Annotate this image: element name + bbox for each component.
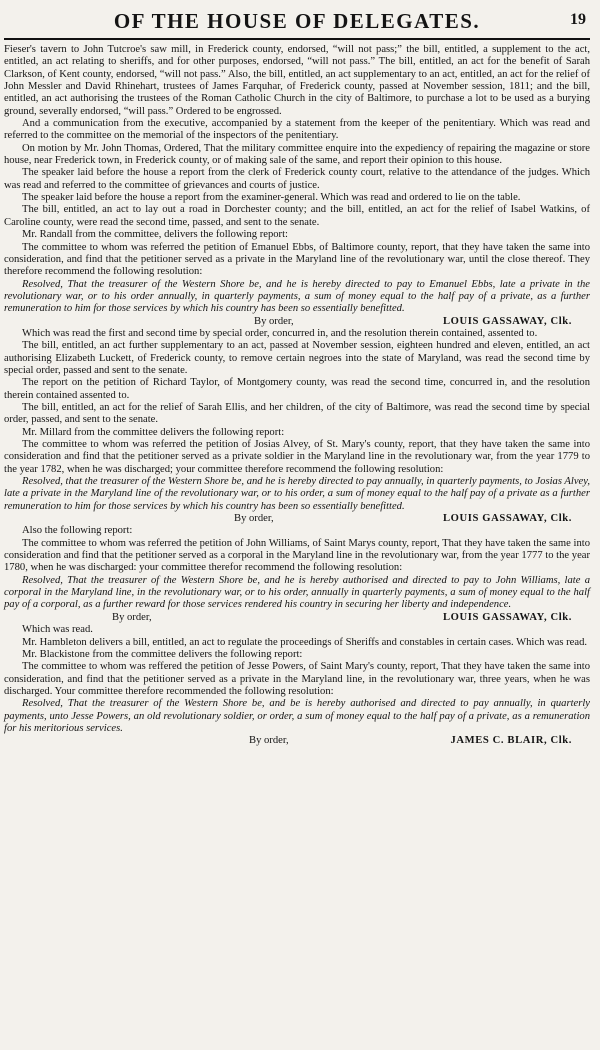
paragraph: Mr. Randall from the committee, delivers the following report: bbox=[22, 229, 288, 241]
paragraph: The speaker laid before the house a report from the examiner-general. Which was read and ordered to lie on the table. bbox=[22, 192, 521, 204]
signature-line bbox=[4, 513, 590, 525]
by-order-text: By order, bbox=[112, 611, 152, 623]
page-header bbox=[4, 6, 590, 40]
paragraph: The bill, entitled, an act further supplementary to an act, passed at November session, eighteen hundred and eleven, entitled, an act authorising Elizabeth Luckett, of Frederick county, to remove certain negroes into the state of Maryland, was read the second time by special order, passed and sent to the senate. bbox=[4, 340, 590, 376]
clerk-name: JAMES C. BLAIR, Clk. bbox=[450, 735, 572, 747]
document-body bbox=[4, 44, 590, 748]
resolution-paragraph: Resolved, That the treasurer of the Western Shore be, and be is hereby authorised and directed to pay annually, in quarterly payments, unto Jesse Powers, an old revolutionary soldier, or order, a sum of money equal to the half pay of a private, as a remuneration for his meritorious services. bbox=[4, 698, 590, 734]
paragraph: The committee to whom was referred the petition of Emanuel Ebbs, of Baltimore county, report, that they have taken the same into consideration, and find that the petitioner served as a private in the Maryland line of the revolutionary war, until the close thereof. They therefore recommend the following resolution: bbox=[4, 241, 590, 278]
paragraph: The committee to whom was referred the petition of John Williams, of Saint Marys county, report, That they have taken the same into consideration and find that the petitioner served as a corporal in the Maryland line in the revolutionary war, from the year 1777 to the year 1780, when he was discharged: your committee therefor recommend the following resolution: bbox=[4, 537, 590, 574]
signature-line bbox=[4, 316, 590, 328]
resolution-paragraph: Resolved, That the treasurer of the Western Shore be, and he is hereby authorised and directed to pay to John Williams, late a corporal in the Maryland line, in the revolutionary war, or to his order, annually in quarterly payments, a sum of money equal to the half pay of a corporal, as a further reward for those services rendered his country in securing her liberty and independence. bbox=[4, 574, 590, 611]
paragraph: The bill, entitled, an act for the relief of Sarah Ellis, and her children, of the city of Baltimore, was read the second time by special order, passed, and sent to the senate. bbox=[4, 401, 590, 426]
paragraph: Which was read the first and second time by special order, concurred in, and the resolution therein contained, assented to. bbox=[22, 327, 538, 339]
by-order-text: By order, bbox=[254, 315, 294, 327]
paragraph: The speaker laid before the house a report from the clerk of Frederick county court, relative to the attendance of the judges. Which was read and referred to the committee of grievances and courts of justice. bbox=[4, 167, 590, 191]
clerk-name: LOUIS GASSAWAY, Clk. bbox=[443, 315, 572, 327]
signature-line bbox=[4, 612, 590, 624]
resolution-paragraph: Resolved, That the treasurer of the Western Shore be, and he is hereby directed to pay to Emanuel Ebbs, late a private in the revolutionary war, or to his order annually, in quarterly payments, a sum of money equal to the half pay of a private, as a further remuneration to him for those services by which his country has been so essentially benefitted. bbox=[4, 278, 590, 315]
resolution-paragraph: Resolved, that the treasurer of the Western Shore be, and he is hereby directed to pay annually, in quarterly payments, to Josias Alvey, late a private in the Maryland line of the revolutionary war, or to his order, a sum of money equal to the half pay of a private as a further remuneration to him for those services by which his country has been so essentially benefitted. bbox=[4, 476, 590, 512]
page-number: 19 bbox=[570, 11, 586, 28]
paragraph: On motion by Mr. John Thomas, Ordered, That the military committee enquire into the expediency of repairing the magazine or store house, near Frederick town, in Frederick county, or of making sale of the same, and report their opinion to this house. bbox=[4, 142, 590, 167]
paragraph: The committee to whom was referred the petition of Josias Alvey, of St. Mary's county, report, that they have taken the same into consideration and find that the petitioner served as a private soldier in the Maryland line in the revolutionary war, from the year 1779 to the year 1782, when he was discharged; your committee therefore recommend the following resolution: bbox=[4, 439, 590, 475]
clerk-name: LOUIS GASSAWAY, Clk. bbox=[443, 611, 572, 623]
signature-line bbox=[4, 735, 590, 747]
paragraph: Also the following report: bbox=[22, 525, 133, 537]
paragraph: And a communication from the executive, accompanied by a statement from the keeper of the penitentiary. Which was read and referred to the committee on the memorial of the inspectors of the penitentiary. bbox=[4, 118, 590, 142]
by-order-text: By order, bbox=[234, 513, 274, 525]
by-order-text: By order, bbox=[249, 735, 289, 747]
paragraph: The report on the petition of Richard Taylor, of Montgomery county, was read the second time, concurred in, and the resolution therein contained assented to. bbox=[4, 377, 590, 401]
paragraph: Mr. Blackistone from the committee delivers the following report: bbox=[22, 648, 303, 660]
paragraph: Which was read. bbox=[22, 624, 93, 636]
page-title: OF THE HOUSE OF DELEGATES. bbox=[113, 9, 481, 33]
paragraph: Mr. Millard from the committee delivers the following report: bbox=[22, 426, 285, 438]
paragraph: The bill, entitled, an act to lay out a road in Dorchester county; and the bill, entitled, an act for the relief of Isabel Watkins, of Caroline county, were read the second time, passed, and sent to the senate. bbox=[4, 204, 590, 228]
paragraph: The committee to whom was reffered the petition of Jesse Powers, of Saint Mary's county, report, That they have taken the same into consideration, and find that the petitioner served as a private in the Maryland line, in the revolutionary war, three years, when he was discharged. Your committee therefore recommended the following resolution: bbox=[4, 661, 590, 697]
paragraph: Mr. Hambleton delivers a bill, entitled, an act to regulate the proceedings of Sheriffs and constables in certain cases. Which was read. bbox=[22, 636, 588, 648]
paragraph: Fieser's tavern to John Tutcroe's saw mill, in Frederick county, endorsed, “will not pass;” the bill, entitled, a supplement to the act, entitled, an act relating to sheriffs, and for other purposes, endorsed, “will not pass.” The bill, entitled, an act for the benefit of Sarah Clarkson, of Kent county, endorsed, “will not pass.” Also, the bill, entitled, an act supplementary to an act, entitled, an act for the relief of John Messler and David Rhinehart, trustees of James Farquhar, of Frederick county, passed at November session, 1811; and the bill, entitled, an act authorising the trustees of the Roman Catholic Church in the city of Baltimore, to purchase a lot to be used as a burying ground, severally endorsed, “will pass.” Ordered to be engrossed. bbox=[4, 44, 590, 117]
clerk-name: LOUIS GASSAWAY, Clk. bbox=[443, 513, 572, 525]
